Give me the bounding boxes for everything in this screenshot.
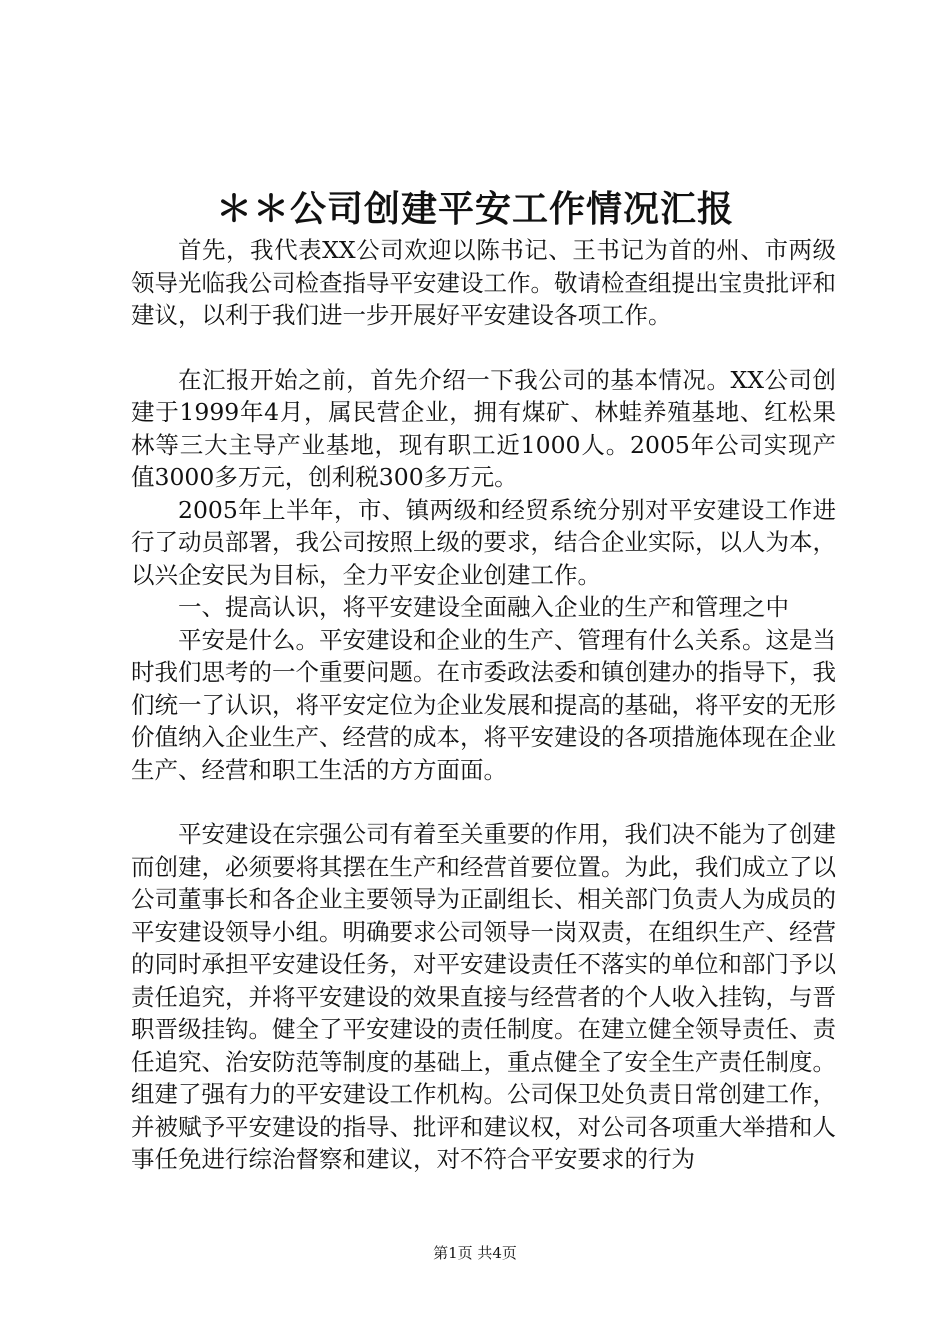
paragraph-leadership-group: 平安建设在宗强公司有着至关重要的作用，我们决不能为了创建而创建，必须要将其摆在生产和经营首要位置。为此，我们成立了以公司董事长和各企业主要领导为正副组长、相关部门负责人为成员的平安建设领导小组。明确要求公司领导一岗双责，在组织生产、经营的同时承担平安建设任务，对平安建设责任不落实的单位和部门予以责任追究，并将平安建设的效果直接与经营者的个人收入挂钩，与晋职晋级挂钩。健全了平安建设的责任制度。在建立健全领导责任、责任追究、治安防范等制度的基础上，重点健全了安全生产责任制度。组建了强有力的平安建设工作机构。公司保卫处负责日常创建工作，并被赋予平安建设的指导、批评和建议权，对公司各项重大举措和人事任免进行综治督察和建议，对不符合平安要求的行为 (131, 820, 836, 1173)
paragraph-welcome: 首先，我代表XX公司欢迎以陈书记、王书记为首的州、市两级领导光临我公司检查指导平安建设工作。敬请检查组提出宝贵批评和建议，以利于我们进一步开展好平安建设各项工作。 (131, 236, 836, 329)
page-footer: 第1页 共4页 (433, 1244, 517, 1262)
paragraph-company-intro: 在汇报开始之前，首先介绍一下我公司的基本情况。XX公司创建于1999年4月，属民营企业，拥有煤矿、林蛙养殖基地、红松果林等三大主导产业基地，现有职工近1000人。2005年公司实现产值3000多万元，创利税300多万元。 (131, 365, 836, 491)
document-title: ＊＊公司创建平安工作情况汇报 (215, 188, 734, 230)
paragraph-what-is-safety: 平安是什么。平安建设和企业的生产、管理有什么关系。这是当时我们思考的一个重要问题。在市委政法委和镇创建办的指导下，我们统一了认识，将平安定位为企业发展和提高的基础，将平安的无形价值纳入企业生产、经营的成本，将平安建设的各项措施体现在企业生产、经营和职工生活的方方面面。 (131, 625, 836, 784)
paragraph-2005-deployment: 2005年上半年，市、镇两级和经贸系统分别对平安建设工作进行了动员部署，我公司按照上级的要求，结合企业实际，以人为本，以兴企安民为目标，全力平安企业创建工作。 (131, 495, 836, 589)
section-heading-1: 一、提高认识，将平安建设全面融入企业的生产和管理之中 (178, 593, 789, 621)
document-body (131, 234, 836, 1176)
